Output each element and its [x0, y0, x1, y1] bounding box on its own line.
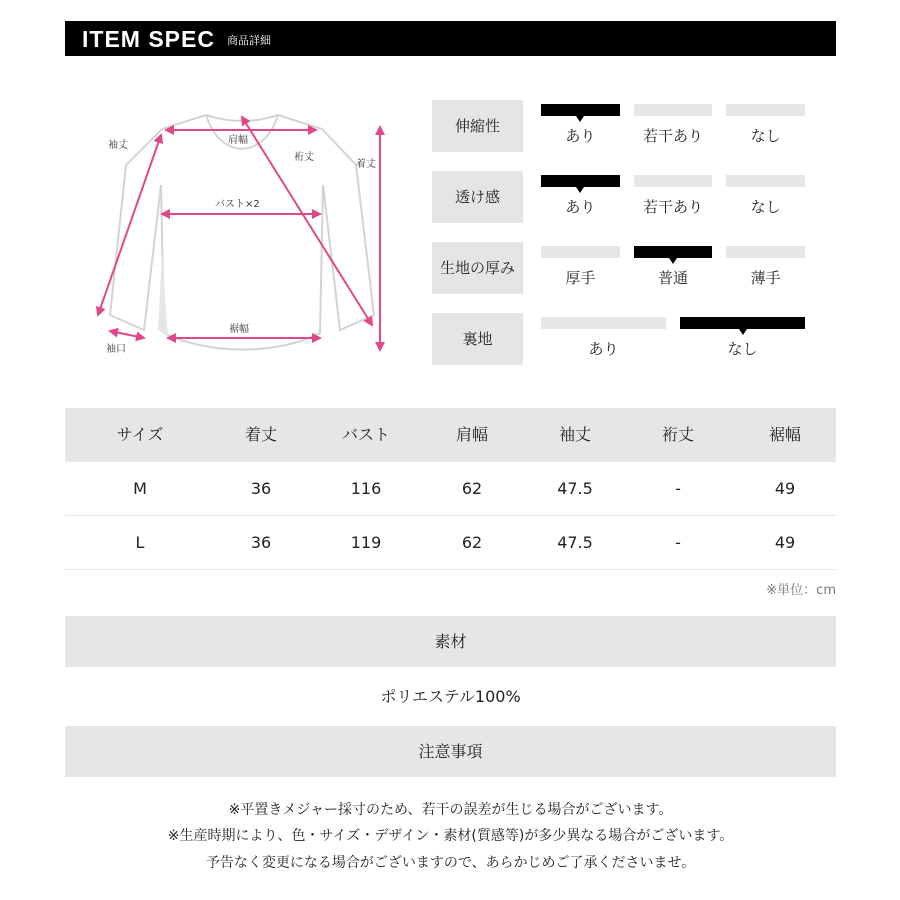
- table-cell: M: [133, 479, 147, 498]
- sweater-outline: [110, 115, 374, 350]
- header-subtitle: 商品詳細: [227, 34, 271, 47]
- label-shoulder: 肩幅: [228, 135, 248, 146]
- selected-indicator-bar: [634, 246, 713, 258]
- label-yuki: 裄丈: [294, 152, 314, 163]
- spec-option-label: 薄手: [750, 269, 781, 287]
- spec-option: [726, 171, 805, 223]
- table-cell: 49: [774, 533, 796, 552]
- note-line: 予告なく変更になる場合がございますので、あらかじめご了承くださいませ。: [205, 855, 696, 871]
- header-cell: 裄丈: [661, 425, 694, 444]
- spec-label: 透け感: [432, 171, 523, 223]
- item-spec-header: [65, 21, 836, 56]
- table-cell: 36: [250, 479, 272, 498]
- table-cell: -: [675, 479, 681, 498]
- spec-option: [634, 242, 713, 294]
- indicator-bar: [726, 246, 805, 258]
- garment-measurement-diagram: [88, 105, 400, 375]
- yuki-line: [242, 117, 372, 325]
- spec-option: [726, 242, 805, 294]
- spec-option: [634, 171, 713, 223]
- table-cell: 62: [461, 479, 483, 498]
- table-cell: L: [135, 533, 145, 552]
- spec-label: 裏地: [432, 313, 523, 365]
- header-title: ITEM SPEC: [82, 26, 215, 52]
- spec-option: [680, 313, 805, 365]
- size-table-header: [65, 408, 836, 462]
- size-table-body: [65, 462, 836, 570]
- spec-option-label: なし: [750, 198, 781, 216]
- table-cell: 119: [350, 533, 382, 552]
- table-cell: 62: [461, 533, 483, 552]
- spec-option-label: なし: [727, 340, 758, 358]
- table-cell: 116: [350, 479, 382, 498]
- spec-option-label: あり: [588, 340, 619, 358]
- spec-row: [432, 171, 836, 223]
- spec-option-label: 若干あり: [642, 198, 703, 216]
- spec-option: [541, 313, 666, 365]
- indicator-bar: [541, 246, 620, 258]
- indicator-bar: [634, 175, 713, 187]
- material-title: 素材: [65, 616, 836, 667]
- spec-option-label: 普通: [657, 269, 688, 287]
- header-cell: 着丈: [244, 425, 277, 444]
- label-hem: 裾幅: [229, 324, 249, 335]
- indicator-bar: [634, 104, 713, 116]
- spec-option: [541, 242, 620, 294]
- spec-row: [432, 100, 836, 152]
- table-cell: 47.5: [557, 533, 593, 552]
- note-line: ※平置きメジャー採寸のため、若干の誤差が生じる場合がございます。: [228, 802, 673, 818]
- spec-label: 伸縮性: [432, 100, 523, 152]
- spec-option: [541, 171, 620, 223]
- label-length: 着丈: [356, 159, 376, 170]
- size-table: [65, 408, 836, 570]
- header-cell: サイズ: [116, 425, 164, 444]
- selected-indicator-bar: [680, 317, 805, 329]
- table-cell: -: [675, 533, 681, 552]
- selected-indicator-bar: [541, 104, 620, 116]
- spec-option-label: なし: [750, 127, 781, 145]
- indicator-bar: [726, 175, 805, 187]
- note-line: ※生産時期により、色・サイズ・デザイン・素材(質感等)が多少異なる場合がございます。: [167, 828, 734, 844]
- spec-option: [726, 100, 805, 152]
- cuff-line: [110, 331, 144, 338]
- spec-option: [541, 100, 620, 152]
- spec-label: 生地の厚み: [432, 242, 523, 294]
- header-cell: バスト: [341, 425, 390, 444]
- header-cell: 裾幅: [768, 425, 801, 444]
- material-value: ポリエステル100%: [380, 687, 521, 706]
- spec-option-label: あり: [565, 127, 596, 145]
- table-row: [65, 516, 836, 570]
- header-cell: 肩幅: [455, 425, 488, 444]
- label-sleeve: 袖丈: [108, 140, 128, 151]
- table-cell: 49: [774, 479, 796, 498]
- spec-option-label: 厚手: [565, 269, 596, 287]
- spec-option-label: あり: [565, 198, 596, 216]
- table-cell: 36: [250, 533, 272, 552]
- spec-row: [432, 313, 836, 365]
- table-cell: 47.5: [557, 479, 593, 498]
- label-bust: バスト×2: [215, 199, 260, 210]
- spec-row: [432, 242, 836, 294]
- notes-title: 注意事項: [65, 726, 836, 777]
- selected-indicator-bar: [541, 175, 620, 187]
- unit-note: ※単位：cm: [766, 583, 836, 598]
- label-cuff: 袖口: [106, 344, 126, 355]
- spec-option: [634, 100, 713, 152]
- spec-option-label: 若干あり: [642, 127, 703, 145]
- header-cell: 袖丈: [558, 425, 591, 444]
- table-row: [65, 462, 836, 516]
- indicator-bar: [726, 104, 805, 116]
- indicator-bar: [541, 317, 666, 329]
